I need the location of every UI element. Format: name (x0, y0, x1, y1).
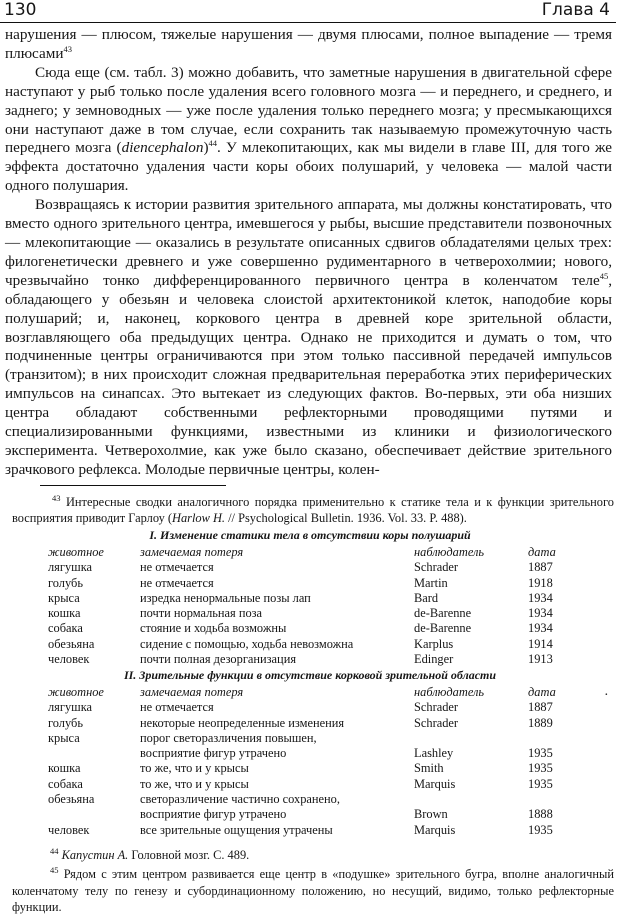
table-cell: 1887 (528, 700, 553, 715)
table-cell: 1918 (528, 575, 553, 590)
footnote-43-author: Harlow H. (172, 511, 226, 525)
table-2-header-row (48, 685, 588, 700)
table-cell: крыса (48, 730, 80, 745)
table-cell: 1935 (528, 761, 553, 776)
table-cell: 1888 (528, 807, 553, 822)
table-cell: 1935 (528, 746, 553, 761)
table-2-header-cell: замечаемая потеря (140, 685, 244, 699)
paragraph-3-text-b: , обладающего у обезьян и человека слоистой архитектоникой клеток, наподобие коры полушарий; и, наконец, коркового центра в древней коре зрительной области, возглавляющего оба предыдущих центра. Однако не приходится и думать о том, что подчиненные центры ограничиваются при этом только пассивной передачей импульсов (транзитом); в них происходит сложная предварительная переработка этих периферических импульсов на синапсах. Это вытекает из следующих фактов. Во-первых, эти оба низших центра обладают собственными рефлекторными проводящими путями и специализированными функциями, известными из клиники и физиологического эксперимента. Четверохолмие, как уже было сказано, обеспечивает действие зрительного зрачкового рефлекса. Молодые первичные центры, колен- (5, 271, 612, 478)
table-2-caption: II. Зрительные функции в отсутствие корковой зрительной области (123, 668, 497, 682)
footnote-45-text: Рядом с этим центром развивается еще центр в «подушке» зрительного бугра, вполне аналогичный коленчатому телу по генезу и субординационному положению, но несущий, видимо, только рефлекторные функции. (12, 867, 614, 914)
table-cell: Karplus (414, 636, 454, 651)
footnote-44-author: Капустин А. (61, 848, 129, 862)
table-cell (48, 746, 140, 761)
footnote-45 (12, 866, 614, 916)
table-cell: Brown (414, 807, 448, 822)
table-cell: голубь (48, 575, 83, 590)
footnote-ref-45: 45 (599, 270, 609, 281)
table-cell: восприятие фигур утрачено (140, 807, 287, 822)
table-row (48, 746, 588, 761)
table-row (48, 576, 588, 591)
table-2-header-cell: дата (528, 685, 556, 699)
table-2-header-cell: наблюдатель (414, 685, 485, 699)
table-row (48, 621, 588, 636)
stray-dot: · (604, 688, 609, 703)
page-number: 130 (4, 0, 37, 20)
table-cell: стояние и ходьба возможны (140, 621, 287, 636)
paragraph-2-text-c: . У млекопитающих, как мы видели в главе III, для того же эффекта достаточно удаления части коры обоих полушарий, у человека — малой части одного полушария. (5, 139, 612, 195)
table-cell: то же, что и у крысы (140, 761, 249, 776)
table-cell: человек (48, 822, 90, 837)
footnote-43-number: 43 (52, 492, 61, 503)
table-cell: Bard (414, 590, 439, 605)
table-cell: Schrader (414, 700, 459, 715)
table-cell: сидение с помощью, ходьба невозможна (140, 636, 354, 651)
paragraph-2 (5, 64, 612, 196)
table-cell: порог светоразличения повышен, (140, 730, 317, 745)
table-cell: 1887 (528, 560, 553, 575)
table-row (48, 823, 588, 838)
table-cell (414, 731, 528, 746)
table-cell: Martin (414, 575, 448, 590)
running-header-chapter: Глава 4 (541, 0, 610, 20)
paragraph-1-text: нарушения — плюсом, тяжелые нарушения — двумя плюсами, полное выпадение — тремя плюсами (5, 26, 612, 62)
table-row (48, 716, 588, 731)
table-cell: Schrader (414, 715, 459, 730)
footnote-43 (12, 494, 614, 526)
table-row (48, 637, 588, 652)
footnote-rule (40, 485, 226, 486)
table-cell: 1914 (528, 636, 553, 651)
table-row (48, 731, 588, 746)
footnote-44-number: 44 (50, 845, 59, 856)
paragraph-3 (5, 196, 612, 480)
paragraph-2-text-a: Сюда еще (см. табл. 3) можно добавить, что заметные нарушения в двигательной сфере наступают у рыб только после удаления всего головного мозга — и переднего, и среднего, и заднего; у земноводных — уже после удаления только переднего мозга; у пресмыкающихся они наступают даже в том случае, если сохранить так называемую промежуточную часть переднего мозга ( (5, 63, 612, 157)
table-cell: кошка (48, 761, 81, 776)
table-cell (414, 792, 528, 807)
table-cell: Edinger (414, 652, 454, 667)
table-1-header-cell: замечаемая потеря (140, 545, 244, 559)
footnote-ref-44: 44 (208, 138, 217, 149)
table-cell: светоразличение частично сохранено, (140, 792, 340, 807)
table-cell: почти нормальная поза (140, 606, 263, 621)
table-cell (528, 731, 588, 746)
table-2 (48, 685, 588, 838)
table-1-header-cell: наблюдатель (414, 545, 485, 559)
table-cell: 1935 (528, 822, 553, 837)
body-text (5, 26, 612, 480)
table-cell (48, 807, 140, 822)
table-row (48, 777, 588, 792)
table-cell: некоторые неопределенные изменения (140, 715, 345, 730)
table-cell: 1935 (528, 776, 553, 791)
table-cell: лягушка (48, 560, 93, 575)
table-cell: de-Barenne (414, 606, 472, 621)
table-cell: восприятие фигур утрачено (140, 746, 287, 761)
table-row (48, 792, 588, 807)
table-row (48, 606, 588, 621)
table-cell: человек (48, 652, 90, 667)
table-2-header-cell: животное (48, 685, 104, 699)
paragraph-1 (5, 26, 612, 64)
table-cell: то же, что и у крысы (140, 776, 249, 791)
table-row (48, 591, 588, 606)
table-cell: 1934 (528, 621, 553, 636)
table-cell: все зрительные ощущения утрачены (140, 822, 333, 837)
table-cell: Marquis (414, 776, 456, 791)
table-cell: не отмечается (140, 700, 214, 715)
table-cell: Lashley (414, 746, 454, 761)
table-cell: лягушка (48, 700, 93, 715)
paragraph-3-text-a: Возвращаясь к истории развития зрительного аппарата, мы должны констатировать, что вместо одного зрительного центра, имевшегося у рыбы, высшие представители позвоночных — млекопитающие — оказались в результате описанных сдвигов обладателями целых трех: филогенетически древнего и уже совершенно рудиментарного в четверохолмии; нового, чрезвычайно тонко дифференцированного первичного центра в коленчатом теле (5, 196, 612, 289)
table-1-header-cell: животное (48, 545, 104, 559)
table-1-header-row (48, 545, 588, 560)
table-cell: голубь (48, 715, 83, 730)
table-cell: не отмечается (140, 560, 214, 575)
table-cell: крыса (48, 590, 80, 605)
footnote-45-number: 45 (50, 864, 59, 875)
table-cell: не отмечается (140, 575, 214, 590)
header-rule (0, 22, 616, 23)
table-row (48, 761, 588, 776)
table-1-caption: I. Изменение статики тела в отсутствии коры полушарий (149, 528, 471, 542)
table-cell: почти полная дезорганизация (140, 652, 297, 667)
table-cell: обезьяна (48, 792, 95, 807)
table-cell: собака (48, 621, 83, 636)
footnote-43-text-b: // Psychological Bulletin. 1936. Vol. 33. P. 488). (225, 511, 467, 525)
table-row (48, 560, 588, 575)
table-cell: кошка (48, 606, 81, 621)
paragraph-2-text-b: ) (203, 139, 209, 157)
table-row (48, 652, 588, 667)
table-cell: Marquis (414, 822, 456, 837)
table-1-header-cell: дата (528, 545, 556, 559)
table-cell: de-Barenne (414, 621, 472, 636)
table-cell: Smith (414, 761, 444, 776)
paragraph-2-italic: diencephalon (121, 139, 204, 157)
footnote-44-text: Головной мозг. С. 489. (128, 848, 250, 862)
footnote-43-text-a: Интересные сводки аналогичного порядка применительно к статике тела и к функции зрительного восприятия приводит Гарлоу ( (12, 495, 614, 525)
table-cell (528, 792, 588, 807)
table-1 (48, 545, 588, 667)
footnote-ref-43: 43 (63, 43, 72, 54)
footnote-44 (50, 847, 249, 863)
table-row (48, 700, 588, 715)
table-cell: 1934 (528, 590, 553, 605)
table-cell: собака (48, 776, 83, 791)
table-cell: Schrader (414, 560, 459, 575)
table-cell: изредка ненормальные позы лап (140, 590, 311, 605)
table-cell: 1889 (528, 715, 553, 730)
table-cell: 1913 (528, 652, 553, 667)
table-cell: 1934 (528, 606, 553, 621)
table-cell: обезьяна (48, 636, 95, 651)
table-row (48, 807, 588, 822)
